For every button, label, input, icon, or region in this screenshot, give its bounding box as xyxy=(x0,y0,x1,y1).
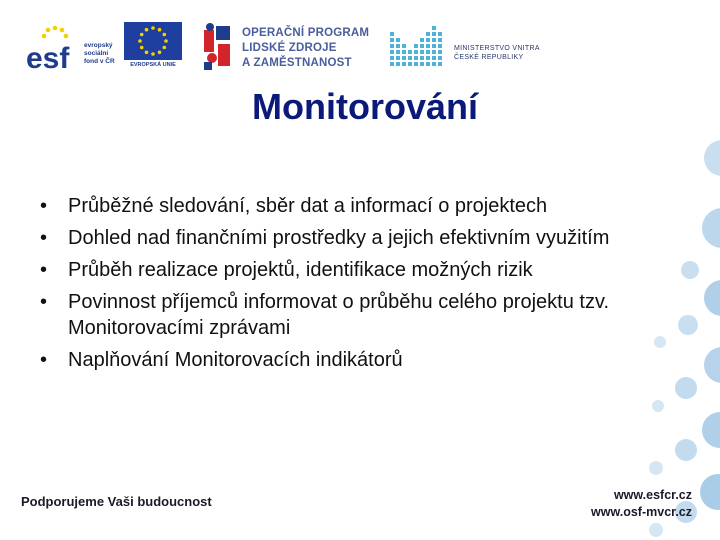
esf-line-1: evropský xyxy=(84,42,113,49)
bullet-dot-icon: • xyxy=(40,349,48,371)
mvcr-text xyxy=(454,44,540,62)
mvcr-line-1: MINISTERSTVO VNITRA xyxy=(454,45,540,52)
esf-text xyxy=(84,42,115,66)
bullet-dot-icon: • xyxy=(40,291,48,313)
footer-slogan: Podporujeme Vaši budoucnost xyxy=(21,494,212,509)
bullet-text: Naplňování Monitorovacích indikátorů xyxy=(68,349,403,371)
bullet-text: Průběžné sledování, sběr dat a informací o projektech xyxy=(68,195,548,217)
eu-flag-icon xyxy=(124,22,182,60)
bullet-dot-icon: • xyxy=(40,195,48,217)
bullet-item xyxy=(38,257,688,283)
esf-mark-text: esf xyxy=(26,42,70,72)
eu-caption: EVROPSKÁ UNIE xyxy=(130,62,176,68)
bullet-item xyxy=(38,289,688,341)
op-text xyxy=(242,26,369,71)
mvcr-logo xyxy=(390,26,560,72)
mvcr-pixel-icon xyxy=(390,26,450,72)
esf-line-3: fond v ČR xyxy=(84,58,115,65)
op-figures-icon xyxy=(200,22,240,72)
bullet-text: Povinnost příjemců informovat o průběhu celého projektu tzv. Monitorovacími zprávami xyxy=(68,291,610,339)
footer-urls xyxy=(591,487,692,521)
op-line-1: OPERAČNÍ PROGRAM xyxy=(242,27,370,39)
esf-logo xyxy=(26,22,122,72)
footer-url-osf-mvcr[interactable]: www.osf-mvcr.cz xyxy=(591,505,692,519)
bullet-item xyxy=(38,193,688,219)
bullet-text: Průběh realizace projektů, identifikace možných rizik xyxy=(68,259,533,281)
op-line-2: LIDSKÉ ZDROJE xyxy=(242,42,337,54)
bullet-text: Dohled nad finančními prostředky a jejich efektivním využitím xyxy=(68,227,610,249)
esf-mark-icon xyxy=(26,22,86,72)
bullet-item xyxy=(38,347,688,373)
bullet-item xyxy=(38,225,688,251)
esf-line-2: sociální xyxy=(84,50,109,57)
eu-logo xyxy=(124,22,182,72)
bullet-dot-icon: • xyxy=(40,259,48,281)
slide-title: Monitorování xyxy=(252,86,478,127)
mvcr-line-2: ČESKÉ REPUBLIKY xyxy=(454,54,524,61)
footer-url-esfcr[interactable]: www.esfcr.cz xyxy=(613,488,692,502)
bullet-dot-icon: • xyxy=(40,227,48,249)
logo-strip xyxy=(0,0,720,80)
op-line-3: A ZAMĚSTNANOST xyxy=(242,57,352,69)
op-lzz-logo xyxy=(200,22,380,72)
bullet-list xyxy=(38,193,688,379)
